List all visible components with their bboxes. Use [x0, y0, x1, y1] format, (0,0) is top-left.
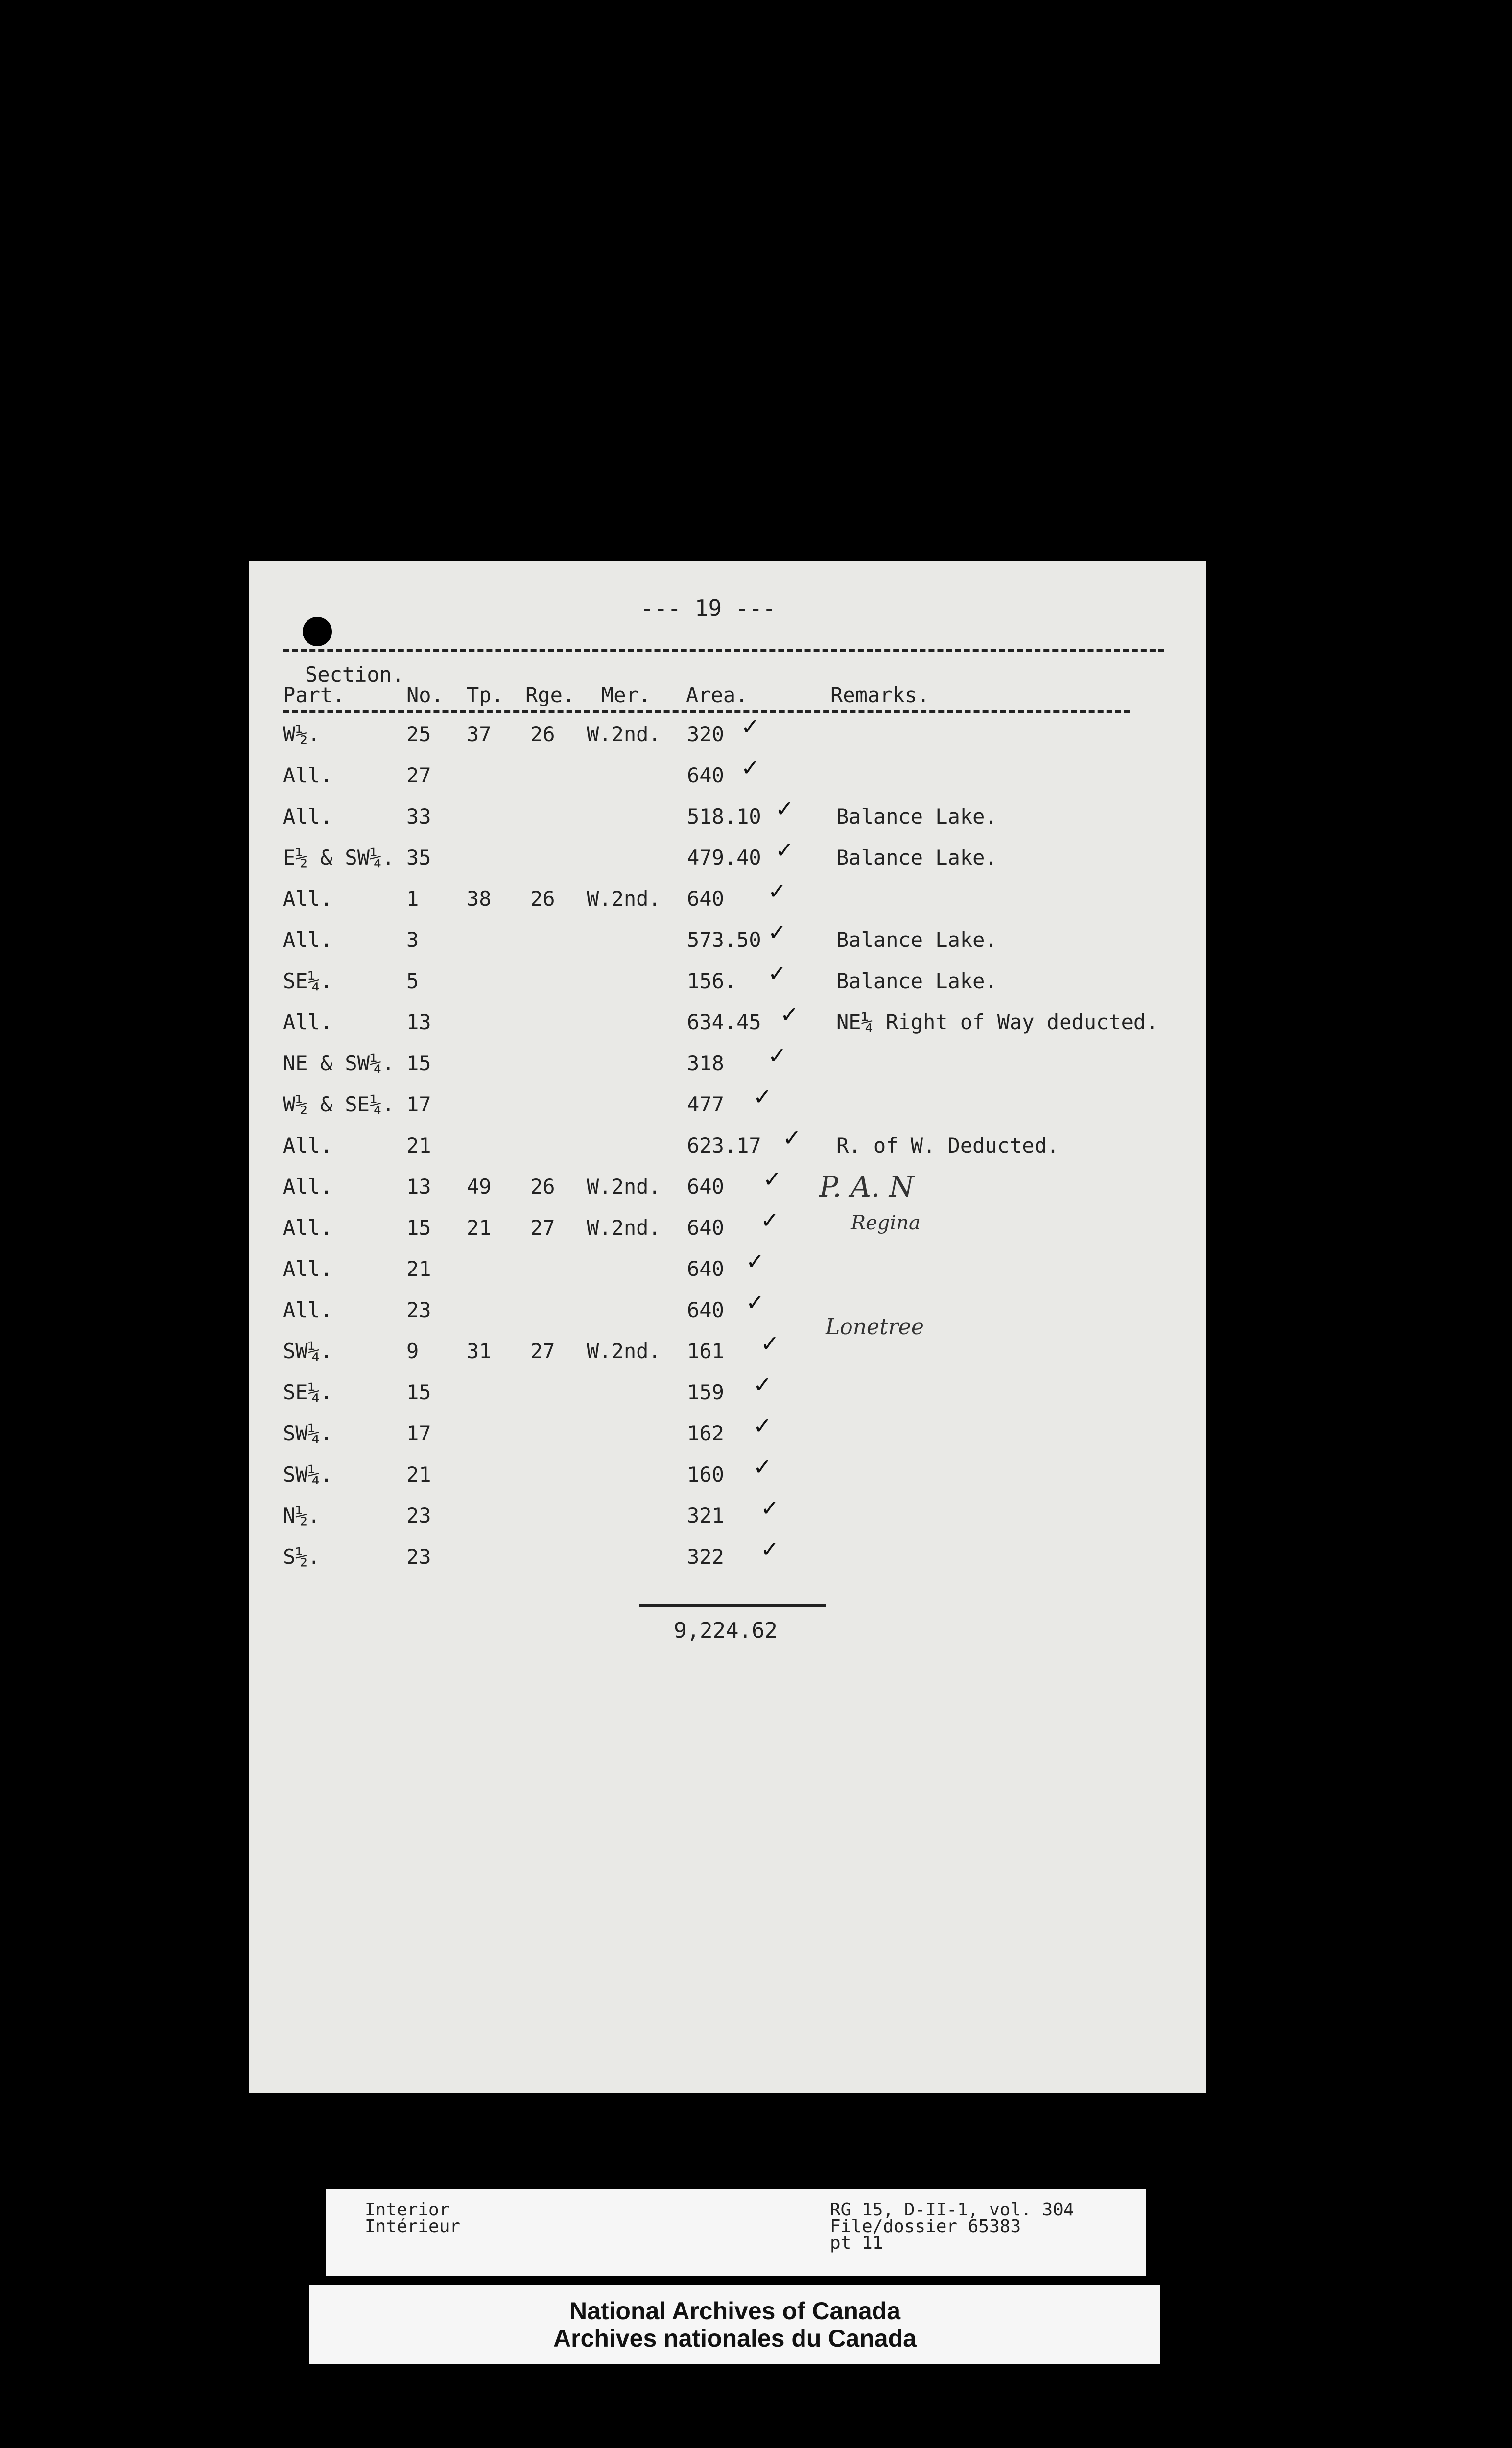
check-mark-icon: ✓	[746, 1289, 765, 1316]
check-mark-icon: ✓	[760, 1536, 780, 1562]
row-11-remarks: R. of W. Deducted.	[836, 1133, 1060, 1157]
row-1-area: 320	[687, 722, 724, 746]
row-18-part: SW¼.	[283, 1421, 333, 1445]
row-4-area: 479.40	[687, 846, 761, 870]
row-15-no: 23	[406, 1298, 431, 1322]
row-6-part: All.	[283, 928, 333, 952]
row-8-area: 634.45	[687, 1010, 761, 1034]
row-1-part: W½.	[283, 722, 320, 746]
row-13-tp: 21	[467, 1216, 492, 1240]
row-5-part: All.	[283, 887, 333, 911]
row-12-rge: 26	[530, 1175, 555, 1199]
row-10-area: 477	[687, 1092, 724, 1116]
header-rge: Rge.	[525, 683, 575, 707]
check-mark-icon: ✓	[760, 1207, 780, 1233]
row-5-mer: W.2nd.	[587, 887, 661, 911]
header-rule-bottom	[283, 710, 1130, 713]
row-12-no: 13	[406, 1175, 431, 1199]
row-3-no: 33	[406, 804, 431, 828]
row-13-part: All.	[283, 1216, 333, 1240]
row-5-tp: 38	[467, 887, 492, 911]
check-mark-icon: ✓	[775, 837, 794, 863]
row-14-area: 640	[687, 1257, 724, 1281]
row-12-mer: W.2nd.	[587, 1175, 661, 1199]
check-mark-icon: ✓	[753, 1083, 772, 1110]
header-no: No.	[406, 683, 444, 707]
row-10-part: W½ & SE¼.	[283, 1092, 395, 1116]
check-mark-icon: ✓	[741, 713, 760, 740]
row-9-no: 15	[406, 1051, 431, 1075]
row-20-no: 23	[406, 1504, 431, 1528]
row-4-remarks: Balance Lake.	[836, 846, 997, 870]
row-16-no: 9	[406, 1339, 419, 1363]
header-tp: Tp.	[467, 683, 504, 707]
header-area: Area.	[686, 683, 748, 707]
row-13-area: 640	[687, 1216, 724, 1240]
row-9-area: 318	[687, 1051, 724, 1075]
row-19-part: SW¼.	[283, 1462, 333, 1486]
row-16-area: 161	[687, 1339, 724, 1363]
row-5-area: 640	[687, 887, 724, 911]
row-11-area: 623.17	[687, 1133, 761, 1157]
document-page	[249, 561, 1206, 2093]
row-6-area: 573.50	[687, 928, 761, 952]
row-2-no: 27	[406, 763, 431, 787]
row-15-part: All.	[283, 1298, 333, 1322]
row-16-part: SW¼.	[283, 1339, 333, 1363]
check-mark-icon: ✓	[746, 1248, 765, 1274]
row-1-mer: W.2nd.	[587, 722, 661, 746]
archive-part: pt 11	[830, 2233, 883, 2253]
row-17-part: SE¼.	[283, 1380, 333, 1404]
row-11-part: All.	[283, 1133, 333, 1157]
row-20-area: 321	[687, 1504, 724, 1528]
row-1-no: 25	[406, 722, 431, 746]
handwritten-regina: Regina	[851, 1212, 921, 1234]
row-17-no: 15	[406, 1380, 431, 1404]
archive-name-fr: Archives nationales du Canada	[553, 2325, 917, 2352]
row-13-no: 15	[406, 1216, 431, 1240]
row-4-part: E½ & SW¼.	[283, 846, 395, 870]
row-3-part: All.	[283, 804, 333, 828]
dept-en: Interior	[365, 2200, 450, 2220]
row-12-tp: 49	[467, 1175, 492, 1199]
row-17-area: 159	[687, 1380, 724, 1404]
archive-stamp	[309, 2285, 1160, 2364]
row-8-remarks: NE¼ Right of Way deducted.	[836, 1010, 1158, 1034]
archive-ref: RG 15, D-II-1, vol. 304	[830, 2200, 1074, 2220]
check-mark-icon: ✓	[753, 1454, 772, 1480]
row-2-area: 640	[687, 763, 724, 787]
row-8-no: 13	[406, 1010, 431, 1034]
punch-hole	[303, 617, 332, 646]
check-mark-icon: ✓	[768, 878, 787, 904]
row-13-rge: 27	[530, 1216, 555, 1240]
row-3-area: 518.10	[687, 804, 761, 828]
row-7-no: 5	[406, 969, 419, 993]
row-11-no: 21	[406, 1133, 431, 1157]
row-7-area: 156.	[687, 969, 737, 993]
row-5-rge: 26	[530, 887, 555, 911]
header-mer: Mer.	[601, 683, 651, 707]
row-19-area: 160	[687, 1462, 724, 1486]
check-mark-icon: ✓	[775, 796, 794, 822]
row-18-area: 162	[687, 1421, 724, 1445]
row-21-part: S½.	[283, 1545, 320, 1569]
check-mark-icon: ✓	[753, 1412, 772, 1439]
row-15-area: 640	[687, 1298, 724, 1322]
row-18-no: 17	[406, 1421, 431, 1445]
check-mark-icon: ✓	[768, 1042, 787, 1069]
check-mark-icon: ✓	[780, 1001, 799, 1028]
check-mark-icon: ✓	[768, 919, 787, 945]
row-3-remarks: Balance Lake.	[836, 804, 997, 828]
header-section: Section.	[305, 662, 404, 686]
row-6-remarks: Balance Lake.	[836, 928, 997, 952]
row-4-no: 35	[406, 846, 431, 870]
row-16-rge: 27	[530, 1339, 555, 1363]
row-19-no: 21	[406, 1462, 431, 1486]
row-9-part: NE & SW¼.	[283, 1051, 395, 1075]
row-1-rge: 26	[530, 722, 555, 746]
check-mark-icon: ✓	[768, 960, 787, 987]
row-12-part: All.	[283, 1175, 333, 1199]
row-10-no: 17	[406, 1092, 431, 1116]
check-mark-icon: ✓	[753, 1371, 772, 1398]
row-1-tp: 37	[467, 722, 492, 746]
archive-name-en: National Archives of Canada	[569, 2297, 901, 2325]
row-5-no: 1	[406, 887, 419, 911]
row-6-no: 3	[406, 928, 419, 952]
page-number: --- 19 ---	[640, 595, 776, 621]
header-part: Part.	[283, 683, 345, 707]
handwritten-lonetree: Lonetree	[826, 1315, 924, 1340]
row-13-mer: W.2nd.	[587, 1216, 661, 1240]
row-8-part: All.	[283, 1010, 333, 1034]
check-mark-icon: ✓	[760, 1495, 780, 1521]
archive-file: File/dossier 65383	[830, 2216, 1021, 2236]
row-7-remarks: Balance Lake.	[836, 969, 997, 993]
dept-fr: Intérieur	[365, 2216, 461, 2236]
handwritten-pan: P. A. N	[819, 1170, 914, 1203]
row-12-area: 640	[687, 1175, 724, 1199]
row-14-part: All.	[283, 1257, 333, 1281]
sum-rule	[639, 1604, 826, 1607]
row-7-part: SE¼.	[283, 969, 333, 993]
check-mark-icon: ✓	[763, 1166, 782, 1192]
header-remarks: Remarks.	[830, 683, 930, 707]
row-14-no: 21	[406, 1257, 431, 1281]
check-mark-icon: ✓	[782, 1125, 802, 1151]
row-16-tp: 31	[467, 1339, 492, 1363]
row-21-area: 322	[687, 1545, 724, 1569]
row-16-mer: W.2nd.	[587, 1339, 661, 1363]
total-area: 9,224.62	[674, 1618, 778, 1643]
check-mark-icon: ✓	[741, 754, 760, 781]
row-21-no: 23	[406, 1545, 431, 1569]
check-mark-icon: ✓	[760, 1330, 780, 1357]
row-2-part: All.	[283, 763, 333, 787]
row-20-part: N½.	[283, 1504, 320, 1528]
archive-reference-label	[326, 2189, 1146, 2276]
header-rule-top	[283, 649, 1164, 652]
